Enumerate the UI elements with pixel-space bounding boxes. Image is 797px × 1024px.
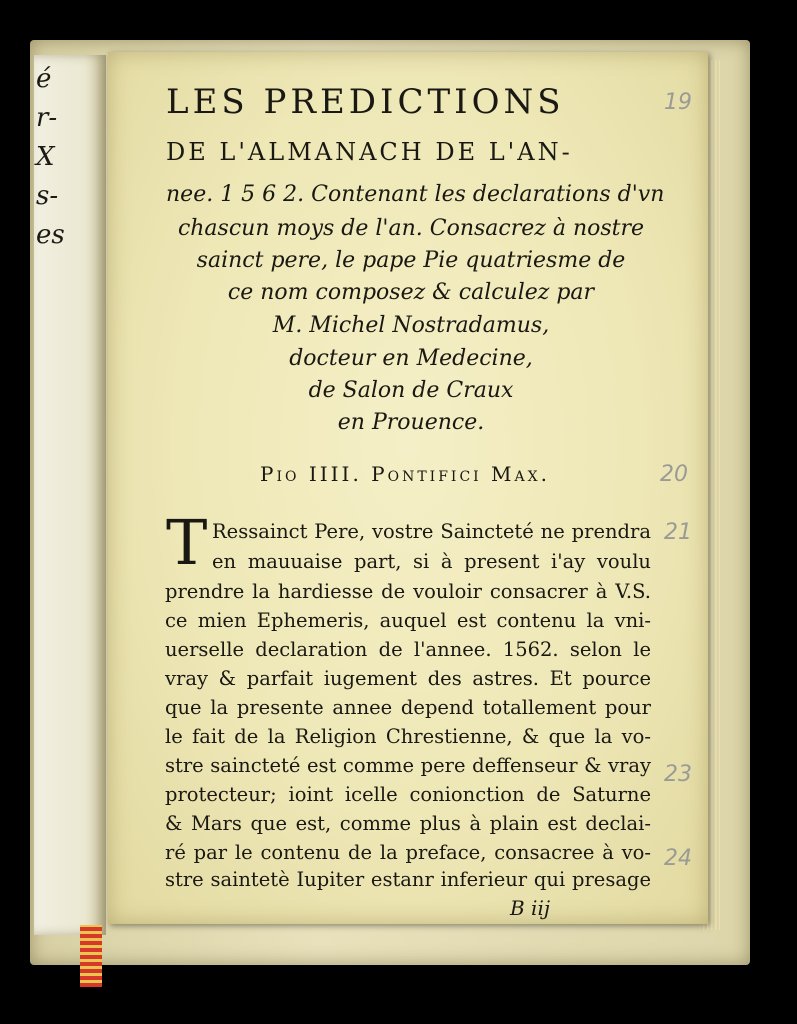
body-line: protecteur; ioint icelle conionction de Saturne xyxy=(165,783,651,806)
title-line-1: LES PREDICTIONS xyxy=(166,82,565,122)
previous-page-text xyxy=(36,60,66,255)
prev-fragment: r- xyxy=(36,103,58,133)
body-line: que la presente annee depend totallement pour xyxy=(165,696,651,719)
signature-mark: B iij xyxy=(510,896,551,920)
body-line: le fait de la Religion Chrestienne, & que la vo- xyxy=(165,725,651,748)
body-line: en mauuaise part, si à present i'ay voulu xyxy=(212,550,651,573)
prev-fragment: X xyxy=(36,142,55,172)
pencil-mark: 23 xyxy=(664,762,692,787)
title-line-italic: docteur en Medecine, xyxy=(289,346,533,371)
dedication-line: Pio IIII. Pontifici Max. xyxy=(260,462,550,486)
body-line: stre saincteté est comme pere deffenseur & vray xyxy=(165,754,651,777)
title-line-2: DE L'ALMANACH DE L'AN- xyxy=(166,138,573,166)
body-line: uerselle declaration de l'annee. 1562. selon le xyxy=(165,638,651,661)
body-line: prendre la hardiesse de vouloir consacrer à V.S. xyxy=(165,580,651,603)
prev-fragment: es xyxy=(36,220,65,250)
body-line: vray & parfait iugement des astres. Et pource xyxy=(165,667,651,690)
bookmark-ribbon xyxy=(80,925,102,987)
title-line-italic: nee. 1 5 6 2. Contenant les declarations d'vn xyxy=(166,182,665,207)
prev-fragment: é xyxy=(36,64,52,94)
pencil-mark: 24 xyxy=(664,846,692,871)
title-line-italic: M. Michel Nostradamus, xyxy=(272,313,550,338)
body-line: ré par le contenu de la preface, consacree à vo- xyxy=(165,841,651,864)
title-line-italic: en Prouence. xyxy=(337,410,485,435)
drop-cap: T xyxy=(166,506,208,579)
body-line: Ressainct Pere, vostre Saincteté ne prendra xyxy=(212,520,651,543)
pencil-mark: 21 xyxy=(664,520,692,545)
pencil-mark: 20 xyxy=(660,462,688,487)
title-line-italic: ce nom composez & calculez par xyxy=(227,280,595,305)
pencil-page-number: 19 xyxy=(664,90,692,115)
title-line-italic: de Salon de Craux xyxy=(308,378,514,403)
body-line: stre saintetè Iupiter estanr inferieur qui presage xyxy=(165,868,651,891)
title-line-italic: chascun moys de l'an. Consacrez à nostre xyxy=(177,216,645,241)
body-line: & Mars que est, comme plus à plain est declai- xyxy=(165,812,651,835)
prev-fragment: s- xyxy=(36,181,59,211)
title-line-italic: sainct pere, le pape Pie quatriesme de xyxy=(196,248,626,273)
body-line: ce mien Ephemeris, auquel est contenu la vni- xyxy=(165,609,651,632)
